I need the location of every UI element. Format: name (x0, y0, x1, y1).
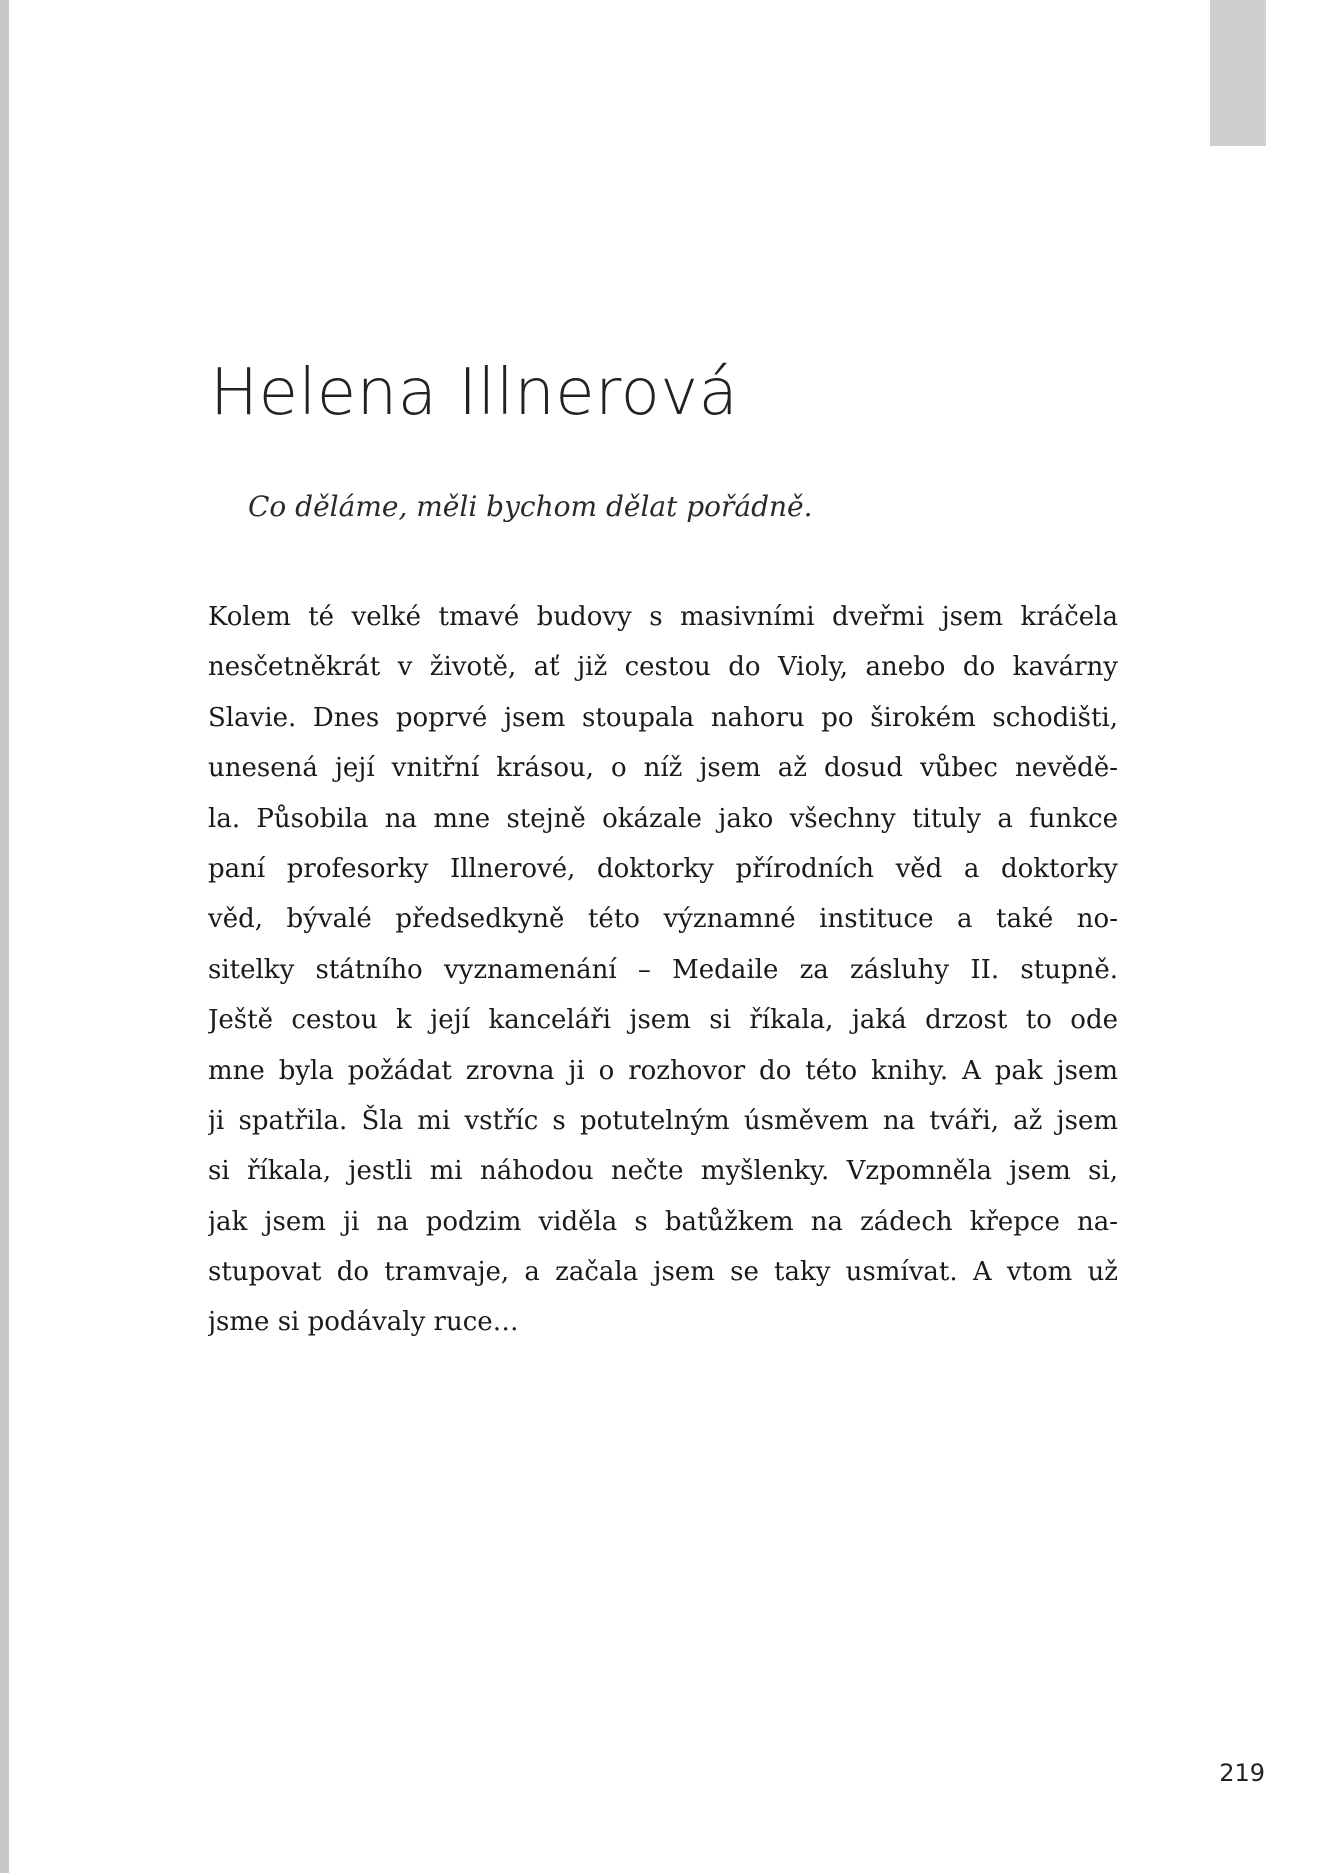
body-line: sitelky státního vyznamenání – Medaile za zásluhy II. stupně. (208, 954, 1118, 985)
left-margin-rule (0, 0, 9, 1873)
body-line: jak jsem ji na podzim viděla s batůžkem na zádech křepce na- (208, 1206, 1118, 1237)
body-line: si říkala, jestli mi náhodou nečte myšlenky. Vzpomněla jsem si, (208, 1156, 1118, 1187)
chapter-motto: Co děláme, měli bychom dělat pořádně. (248, 490, 813, 523)
body-line: jsme si podávaly ruce… (208, 1307, 519, 1338)
body-line: mne byla požádat zrovna ji o rozhovor do této knihy. A pak jsem (208, 1055, 1118, 1086)
body-line: Kolem té velké tmavé budovy s masivními dveřmi jsem kráčela (208, 602, 1118, 632)
body-paragraph (208, 592, 1118, 1348)
body-line: věd, bývalé předsedkyně této významné instituce a také no- (208, 904, 1118, 935)
body-line: stupovat do tramvaje, a začala jsem se taky usmívat. A vtom už (208, 1257, 1118, 1288)
chapter-title: Helena Illnerová (210, 356, 739, 430)
body-line: ji spatřila. Šla mi vstříc s potutelným úsměvem na tváři, až jsem (208, 1105, 1118, 1136)
body-line: nesčetněkrát v životě, ať již cestou do Violy, anebo do kavárny (208, 652, 1118, 683)
chapter-corner-tab (1210, 0, 1266, 146)
page-number: 219 (1219, 1759, 1265, 1787)
body-line: Ještě cestou k její kanceláři jsem si říkala, jaká drzost to ode (208, 1005, 1118, 1036)
body-line: Slavie. Dnes poprvé jsem stoupala nahoru po širokém schodišti, (208, 702, 1118, 733)
body-line: unesená její vnitřní krásou, o níž jsem až dosud vůbec nevědě- (208, 753, 1118, 784)
body-line: paní profesorky Illnerové, doktorky přírodních věd a doktorky (208, 853, 1118, 884)
body-line: la. Působila na mne stejně okázale jako všechny tituly a funkce (208, 803, 1118, 834)
